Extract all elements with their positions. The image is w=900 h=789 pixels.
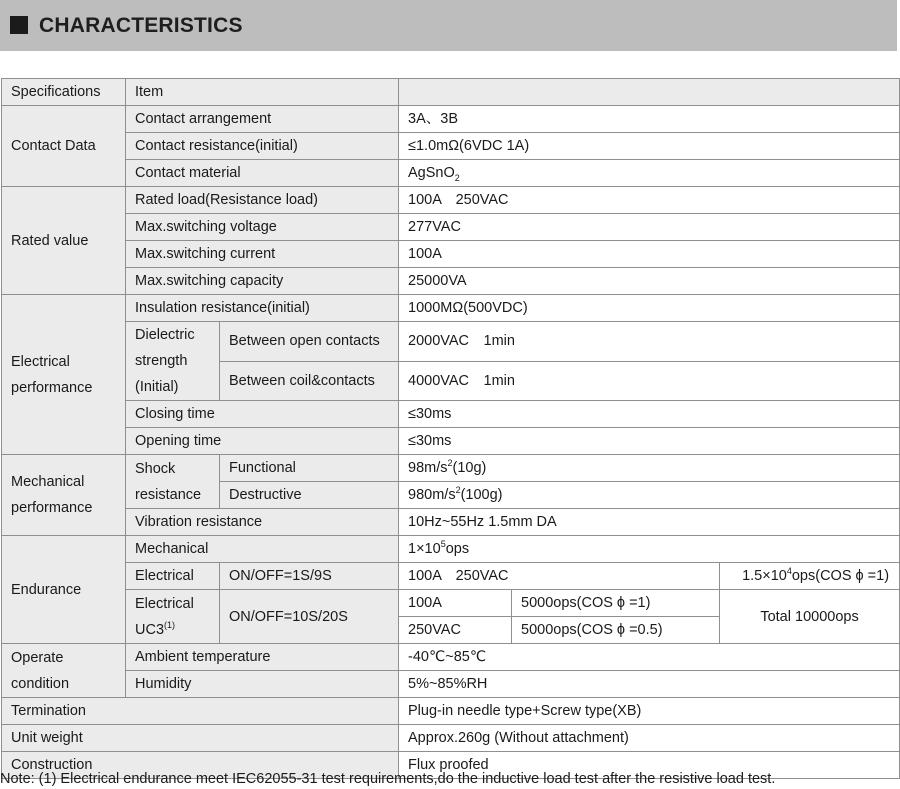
item-value: 2000VAC 1min <box>399 322 900 362</box>
item-label: Max.switching capacity <box>126 268 399 295</box>
group-contact-data: Contact Data <box>2 106 126 187</box>
item-label: Max.switching current <box>126 241 399 268</box>
item-value: 1000MΩ(500VDC) <box>399 295 900 322</box>
item-label: Closing time <box>126 401 399 428</box>
item-label-dielectric: Dielectric strength (Initial) <box>126 322 220 401</box>
table-row <box>2 106 900 133</box>
section-header <box>0 0 897 51</box>
table-header-row <box>2 79 900 106</box>
item-value: $98m/s^2(10g)$ <box>399 455 900 482</box>
item-label: Contact arrangement <box>126 106 399 133</box>
item-label: Ambient temperature <box>126 644 399 671</box>
table-row <box>2 214 900 241</box>
item-label: Insulation resistance(initial) <box>126 295 399 322</box>
item-value: 4000VAC 1min <box>399 361 900 401</box>
characteristics-table <box>1 78 900 779</box>
cycle-label: ON/OFF=10S/20S <box>220 590 399 644</box>
ops-value: $1.5\times 10^4ops(COS$ ϕ =1) <box>720 563 900 590</box>
item-value: Flux proofed <box>399 752 900 779</box>
group-operate-condition: Operate condition <box>2 644 126 698</box>
header-specifications: Specifications <box>2 79 126 106</box>
table-row <box>2 671 900 698</box>
table-row <box>2 428 900 455</box>
table-row <box>2 401 900 428</box>
item-value: ≤30ms <box>399 428 900 455</box>
sub-item-label: Functional <box>220 455 399 482</box>
item-value: 10Hz~55Hz 1.5mm DA <box>399 509 900 536</box>
item-label: Vibration resistance <box>126 509 399 536</box>
item-label: Unit weight <box>2 725 399 752</box>
table-row <box>2 322 900 362</box>
table-row <box>2 509 900 536</box>
table-row <box>2 133 900 160</box>
item-value: 3A、3B <box>399 106 900 133</box>
item-value: 100A 250VAC <box>399 187 900 214</box>
footnote: Note: (1) Electrical endurance meet IEC62055-31 test requirements,do the inductive load test after the resistive load test. <box>0 771 776 787</box>
item-label: Rated load(Resistance load) <box>126 187 399 214</box>
square-bullet-icon <box>10 16 28 34</box>
table-row <box>2 455 900 482</box>
item-value: Plug-in needle type+Screw type(XB) <box>399 698 900 725</box>
item-label-uc3: Electrical UC3$^{(1)}$ <box>126 590 220 644</box>
table-row <box>2 698 900 725</box>
header-value <box>399 79 900 106</box>
item-value: 100A <box>399 241 900 268</box>
table-row <box>2 187 900 214</box>
item-value: ≤30ms <box>399 401 900 428</box>
item-label: Electrical <box>126 563 220 590</box>
item-label: Mechanical <box>126 536 399 563</box>
item-label-shock: Shock resistance <box>126 455 220 509</box>
table-row <box>2 590 900 617</box>
group-rated-value: Rated value <box>2 187 126 295</box>
uc3-current: 100A <box>399 590 512 617</box>
uc3-voltage: 250VAC <box>399 617 512 644</box>
item-value: $1\times 10^5ops$ <box>399 536 900 563</box>
item-label: Termination <box>2 698 399 725</box>
table-row <box>2 563 900 590</box>
item-label: Contact material <box>126 160 399 187</box>
group-endurance: Endurance <box>2 536 126 644</box>
item-label: Max.switching voltage <box>126 214 399 241</box>
item-value: 25000VA <box>399 268 900 295</box>
item-value: AgSnO$_2$ <box>399 160 900 187</box>
item-label: Opening time <box>126 428 399 455</box>
table-row <box>2 295 900 322</box>
cycle-label: ON/OFF=1S/9S <box>220 563 399 590</box>
section-title: CHARACTERISTICS <box>39 14 243 37</box>
sub-item-label: Destructive <box>220 482 399 509</box>
table-row <box>2 160 900 187</box>
group-electrical-performance: Electrical performance <box>2 295 126 455</box>
header-item: Item <box>126 79 399 106</box>
item-value: 100A 250VAC <box>399 563 720 590</box>
item-label: Humidity <box>126 671 399 698</box>
table-row <box>2 725 900 752</box>
table-row <box>2 268 900 295</box>
table-row <box>2 536 900 563</box>
uc3-ops-2: 5000ops(COS ϕ =0.5) <box>512 617 720 644</box>
uc3-total: Total 10000ops <box>720 590 900 644</box>
sub-item-label: Between open contacts <box>220 322 399 362</box>
table-row <box>2 644 900 671</box>
item-value: 277VAC <box>399 214 900 241</box>
table-row <box>2 241 900 268</box>
sub-item-label: Between coil&contacts <box>220 361 399 401</box>
group-mechanical-performance: Mechanical performance <box>2 455 126 536</box>
uc3-ops-1: 5000ops(COS ϕ =1) <box>512 590 720 617</box>
item-value: 5%~85%RH <box>399 671 900 698</box>
item-value: -40℃~85℃ <box>399 644 900 671</box>
item-value: ≤1.0mΩ(6VDC 1A) <box>399 133 900 160</box>
item-label: Contact resistance(initial) <box>126 133 399 160</box>
item-value: $980m/s^2(100g)$ <box>399 482 900 509</box>
item-value: Approx.260g (Without attachment) <box>399 725 900 752</box>
item-label: Construction <box>2 752 399 779</box>
